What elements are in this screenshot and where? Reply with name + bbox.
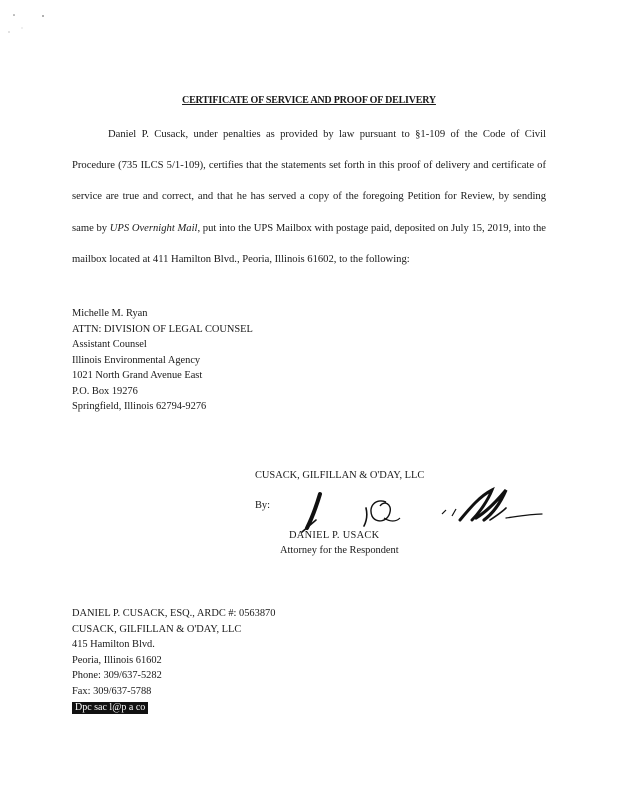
signatory-name: DANIEL P. USACK xyxy=(289,530,380,541)
recipient-city: Springfield, Illinois 62794-9276 xyxy=(72,401,207,412)
recipient-agency: Illinois Environmental Agency xyxy=(72,354,201,366)
recipient-attn: ATTN: DIVISION OF LEGAL COUNSEL xyxy=(72,323,253,335)
body-text-part2: , put into the UPS Mailbox with postage paid, deposited on July 15, 2019, into the mailbox located at 411 Hamilton Blvd., Peoria, Illinois 61602, to the following: xyxy=(72,222,546,265)
attorney-phone: Phone: 309/637-5282 xyxy=(72,670,162,682)
recipient-street: 1021 North Grand Avenue East xyxy=(72,370,203,381)
attorney-street: 415 Hamilton Blvd. xyxy=(72,639,155,651)
attorney-firm: CUSACK, GILFILLAN & O'DAY, LLC xyxy=(72,623,242,635)
certificate-title-text: CERTIFICATE OF SERVICE AND PROOF OF DELIVERY xyxy=(182,95,436,106)
body-text-italic: UPS Overnight Mail xyxy=(109,222,198,234)
certification-paragraph xyxy=(72,119,546,275)
attorney-city: Peoria, Illinois 61602 xyxy=(72,654,162,666)
attorney-contact-block xyxy=(72,606,275,715)
signature-firm-name: CUSACK, GILFILLAN & O'DAY, LLC xyxy=(255,470,425,481)
scan-specks xyxy=(0,0,60,40)
certificate-title xyxy=(0,95,618,106)
signatory-role: Attorney for the Respondent xyxy=(280,545,399,556)
redacted-email: Dpc sac l@p a co xyxy=(72,702,148,714)
handwritten-signature xyxy=(280,478,550,534)
body-text-part1: Daniel P. Cusack, under penalties as provided by law pursuant to §1-109 of the Code of Civil Procedure (735 ILCS 5/1-109), certifies that the statements set forth in this proof of delivery and certificate of service are true and correct, and that he has served a copy of the foregoing Petition for Review, by sending same by xyxy=(72,129,546,234)
recipient-pobox: P.O. Box 19276 xyxy=(72,385,138,397)
recipient-title: Assistant Counsel xyxy=(72,339,147,350)
recipient-address-block xyxy=(72,306,253,415)
attorney-fax: Fax: 309/637-5788 xyxy=(72,685,152,697)
recipient-name: Michelle M. Ryan xyxy=(72,308,148,319)
attorney-name-ardc: DANIEL P. CUSACK, ESQ., ARDC #: 0563870 xyxy=(72,608,276,619)
signature-by-label: By: xyxy=(255,500,271,511)
